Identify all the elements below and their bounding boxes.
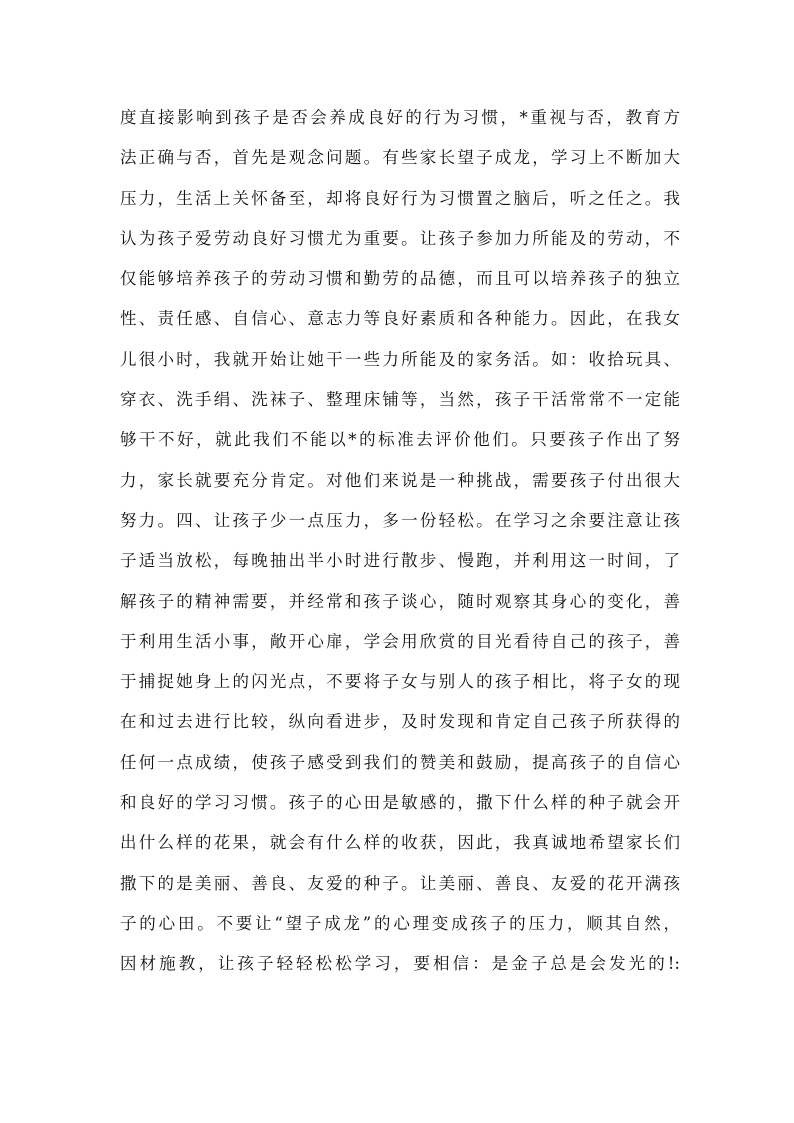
text-line: 力，家长就要充分肯定。对他们来说是一种挑战，需要孩子付出很大 [120, 470, 680, 490]
text-line: 因材施教，让孩子轻轻松松学习，要相信：是金子总是会发光的!: [120, 954, 680, 974]
text-line: 性、责任感、自信心、意志力等良好素质和各种能力。因此，在我女 [120, 309, 680, 329]
text-line: 撒下的是美丽、善良、友爱的种子。让美丽、善良、友爱的花开满孩 [120, 873, 680, 893]
text-line: 穿衣、洗手绢、洗袜子、整理床铺等，当然，孩子干活常常不一定能 [120, 390, 680, 410]
text-line: 仅能够培养孩子的劳动习惯和勤劳的品德，而且可以培养孩子的独立 [120, 269, 680, 289]
text-line: 出什么样的花果，就会有什么样的收获，因此，我真诚地希望家长们 [120, 833, 680, 853]
text-line: 任何一点成绩，使孩子感受到我们的赞美和鼓励，提高孩子的自信心 [120, 752, 680, 772]
text-line: 认为孩子爱劳动良好习惯尤为重要。让孩子参加力所能及的劳动，不 [120, 228, 680, 248]
text-line: 子的心田。不要让“望子成龙”的心理变成孩子的压力，顺其自然， [120, 913, 680, 933]
text-line: 努力。四、让孩子少一点压力，多一份轻松。在学习之余要注意让孩 [120, 510, 680, 530]
text-line: 法正确与否，首先是观念问题。有些家长望子成龙，学习上不断加大 [120, 148, 680, 168]
text-line: 压力，生活上关怀备至，却将良好行为习惯置之脑后，听之任之。我 [120, 188, 680, 208]
text-line: 度直接影响到孩子是否会养成良好的行为习惯，*重视与否，教育方 [120, 108, 680, 127]
text-line: 解孩子的精神需要，并经常和孩子谈心，随时观察其身心的变化，善 [120, 591, 680, 611]
text-line: 够干不好，就此我们不能以*的标准去评价他们。只要孩子作出了努 [120, 430, 680, 450]
text-line: 和良好的学习习惯。孩子的心田是敏感的，撒下什么样的种子就会开 [120, 793, 680, 813]
text-line: 子适当放松，每晚抽出半小时进行散步、慢跑，并利用这一时间，了 [120, 551, 680, 571]
text-line: 于利用生活小事，敞开心扉，学会用欣赏的目光看待自己的孩子，善 [120, 631, 680, 651]
body-paragraph [120, 98, 680, 985]
text-line: 在和过去进行比较，纵向看进步，及时发现和肯定自己孩子所获得的 [120, 712, 680, 732]
text-line: 于捕捉她身上的闪光点，不要将子女与别人的孩子相比，将子女的现 [120, 672, 680, 692]
text-line: 儿很小时，我就开始让她干一些力所能及的家务活。如：收拾玩具、 [120, 349, 680, 369]
